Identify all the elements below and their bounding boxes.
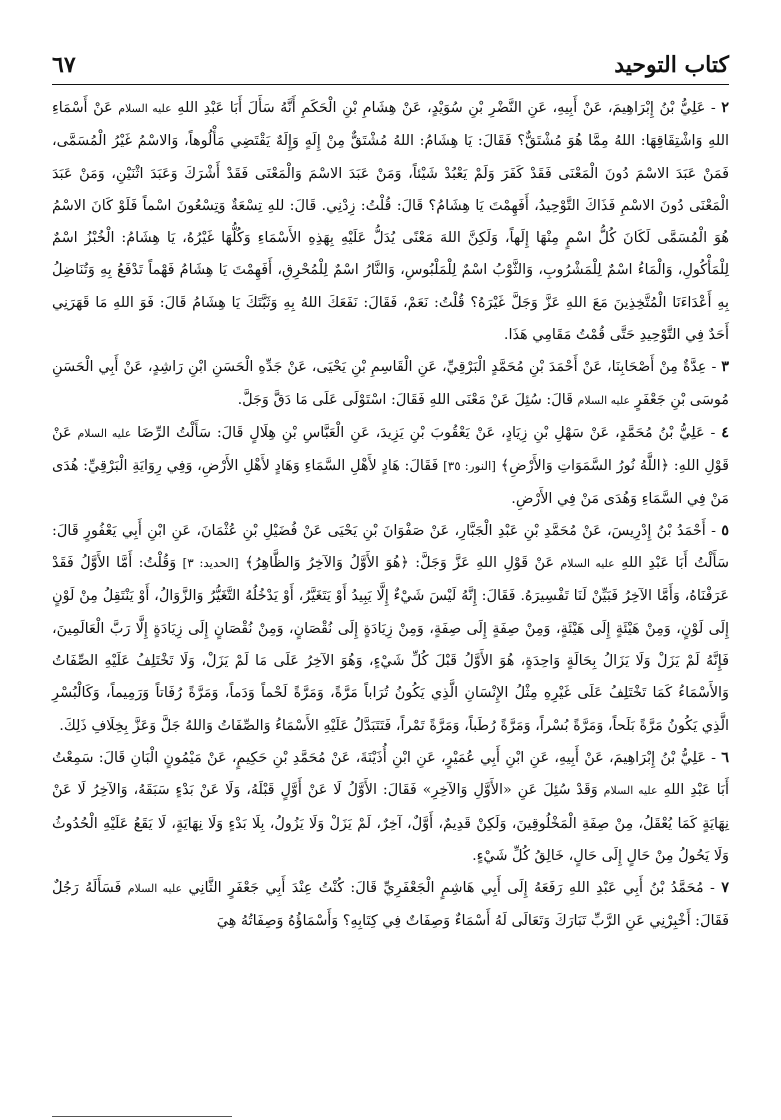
hadith-4: [52, 417, 729, 515]
hadith-number: ٤: [721, 423, 729, 441]
hadith-text: - عَلِيُّ بْنُ إِبْرَاهِيمَ، عَنْ أَبِيهِ، عَنِ ابْنِ أَبِي عُمَيْرٍ، عَنِ ابْنِ أُذَيْنَةَ، عَنْ مُحَمَّدِ بْنِ حَكِيمٍ، عَنْ مَيْمُونٍ الْبَانِ قَالَ: سَمِعْتُ أَبَا عَبْدِ اللهِ: [52, 749, 729, 799]
hadith-number: ٢: [721, 99, 730, 116]
salutation: عليه السلام: [77, 426, 132, 440]
verse-reference: [النور: ٣٥]: [443, 459, 496, 474]
hadith-text: فَقَالَ: هَادٍ لأَهْلِ السَّمَاءِ وَهَادٍ لأَهْلِ الأَرْضِ، وَفِي رِوَايَةِ الْبَرْقِيِّ: هُدَى مَنْ فِي السَّمَاءِ وَهُدَى مَنْ فِي الأَرْضِ.: [52, 458, 729, 507]
hadith-5: [52, 515, 729, 742]
hadith-text: وَقَدْ سُئِلَ عَنِ «الأَوَّلِ وَالآخِرِ» فَقَالَ: الأَوَّلُ لَا عَنْ أَوَّلٍ قَبْلَهُ، وَلَا عَنْ بَدْءٍ سَبَقَهُ، وَالآخِرُ لَا عَنْ نِهَايَةٍ كَمَا يُعْقَلُ، مِنْ صِفَةِ الْمَخْلُوقِينَ، وَلَكِنْ قَدِيمٌ، أَوَّلٌ، آخِرٌ، لَمْ يَزَلْ وَلَا يَزُولُ، بِلَا بَدْءٍ وَلَا نِهَايَةٍ، لَا يَقَعُ عَلَيْهِ الْحُدُوثُ وَلَا يَحُولُ مِنْ حَالٍ إِلَى حَالٍ، خَالِقُ كُلِّ شَيْءٍ.: [52, 782, 729, 864]
hadith-number: ٦: [721, 748, 729, 766]
page-body: [52, 92, 729, 1096]
page-header: [52, 38, 729, 85]
footer-rule: [52, 1116, 232, 1117]
hadith-number: ٥: [721, 521, 729, 539]
hadith-text: - عَلِيُّ بْنُ مُحَمَّدٍ، عَنْ سَهْلِ بْنِ زِيَادٍ، عَنْ يَعْقُوبَ بْنِ يَزِيدَ، عَنِ الْعَبَّاسِ بْنِ هِلَالٍ قَالَ: سَأَلْتُ الرِّضَا: [137, 424, 716, 441]
page-number: ٦٧: [52, 52, 76, 78]
hadith-text: - عِدَّةٌ مِنْ أَصْحَابِنَا، عَنْ أَحْمَدَ بْنِ مُحَمَّدٍ الْبَرْقِيِّ، عَنِ الْقَاسِمِ بْنِ يَحْيَى، عَنْ جَدِّهِ الْحَسَنِ ابْنِ رَاشِدٍ، عَنْ أَبِي الْحَسَنِ مُوسَى بْنِ جَعْفَرٍ: [52, 359, 729, 408]
quran-verse: عَنْ قَوْلِ اللهِ عَزَّ وَجَلَّ: ﴿هُوَ الأَوَّلُ وَالآخِرُ وَالظَّاهِرُ﴾: [245, 555, 555, 572]
hadith-text: فَسَأَلَهُ رَجُلٌ فَقَالَ: أَخْبِرْنِي عَنِ الرَّبِّ تَبَارَكَ وَتَعَالَى لَهُ أَسْمَاءٌ وَصِفَاتٌ فِي كِتَابِهِ؟ وَأَسْمَاؤُهُ وَصِفَاتُهُ هِيَ: [52, 880, 729, 930]
hadith-number: ٧: [721, 879, 729, 897]
salutation: عليه السلام: [118, 102, 172, 115]
salutation: عليه السلام: [603, 784, 658, 798]
hadith-2: [52, 92, 729, 351]
hadith-number: ٣: [721, 358, 730, 376]
quran-verse: عَنْ قَوْلِ اللهِ: ﴿اللَّهُ نُورُ السَّمَوَاتِ وَالأَرْضِ﴾: [52, 424, 729, 475]
hadith-text: وَقُلْتُ: أَمَّا الأَوَّلُ فَقَدْ عَرَفْنَاهُ، وَأَمَّا الآخِرُ فَبَيِّنْ لَنَا تَفْسِيرَهُ. فَقَالَ: إِنَّهُ لَيْسَ شَيْءٌ إِلَّا يَبِيدُ أَوْ يَتَغَيَّرُ، أَوْ يَدْخُلُهُ التَّغَيُّرُ وَالزَّوَالُ، أَوْ يَنْتَقِلُ مِنْ لَوْنٍ إِلَى لَوْنٍ، وَمِنْ هَيْئَةٍ إِلَى هَيْئَةٍ، وَمِنْ صِفَةٍ إِلَى صِفَةٍ، وَمِنْ زِيَادَةٍ إِلَى نُقْصَانٍ، وَمِنْ نُقْصَانٍ إِلَى زِيَادَةٍ إِلَّا رَبَّ الْعَالَمِينَ، فَإِنَّهُ لَمْ يَزَلْ وَلَا يَزَالُ بِحَالَةٍ وَاحِدَةٍ، هُوَ الأَوَّلُ قَبْلَ كُلِّ شَيْءٍ، وَهُوَ الآخِرُ عَلَى مَا لَمْ يَزَلْ، وَلَا تَخْتَلِفُ عَلَيْهِ الصِّفَاتُ وَالأَسْمَاءُ كَمَا تَخْتَلِفُ عَلَى غَيْرِهِ مِثْلُ الإِنْسَانِ الَّذِي يَكُونُ تُرَاباً مَرَّةً، وَمَرَّةً لَحْماً وَدَماً، وَمَرَّةً رُفَاتاً وَرَمِيماً، وَكَالْبُسْرِ الَّذِي يَكُونُ مَرَّةً بَلَحاً، وَمَرَّةً بُسْراً، وَمَرَّةً رُطَباً، وَمَرَّةً تَمْراً، فَتَتَبَدَّلُ عَلَيْهِ الأَسْمَاءُ وَالصِّفَاتُ وَاللهُ جَلَّ وَعَزَّ بِخِلَافِ ذَلِكَ.: [52, 555, 729, 734]
salutation: عليه السلام: [577, 393, 631, 407]
hadith-6: [52, 742, 729, 872]
salutation: عليه السلام: [127, 882, 183, 896]
hadith-7: [52, 872, 729, 938]
verse-reference: [الحديد: ٣]: [182, 556, 239, 571]
hadith-text: عَنْ أَسْمَاءِ اللهِ وَاشْتِقَاقِهَا: اللهُ مِمَّا هُوَ مُشْتَقٌّ؟ فَقَالَ: يَا هِشَامُ: اللهُ مُشْتَقٌّ مِنْ إِلَهٍ وَإِلَهٌ يَقْتَضِي مَأْلُوهاً، وَالاسْمُ غَيْرُ الْمُسَمَّى، فَمَنْ عَبَدَ الاسْمَ دُونَ الْمَعْنَى فَقَدْ كَفَرَ وَلَمْ يَعْبُدْ شَيْئاً، وَمَنْ عَبَدَ الاسْمَ وَالْمَعْنَى فَقَدْ أَشْرَكَ وَعَبَدَ اثْنَيْنِ، وَمَنْ عَبَدَ الْمَعْنَى دُونَ الاسْمِ فَذَاكَ التَّوْحِيدُ، أَفَهِمْتَ يَا هِشَامُ؟ قَالَ: قُلْتُ: زِدْنِي. قَالَ: للهِ تِسْعَةٌ وَتِسْعُونَ اسْماً فَلَوْ كَانَ الاسْمُ هُوَ الْمُسَمَّى لَكَانَ كُلُّ اسْمٍ مِنْهَا إِلَهاً، وَلَكِنَّ اللهَ مَعْنًى يُدَلُّ عَلَيْهِ بِهَذِهِ الأَسْمَاءِ وَكُلُّهَا غَيْرُهُ، يَا هِشَامُ: الْخُبْزُ اسْمٌ لِلْمَأْكُولِ، وَالْمَاءُ اسْمٌ لِلْمَشْرُوبِ، وَالثَّوْبُ اسْمٌ لِلْمَلْبُوسِ، وَالنَّارُ اسْمٌ لِلْمُحْرِقِ، أَفَهِمْتَ يَا هِشَامُ فَهْماً تَدْفَعُ بِهِ وَتُنَاضِلُ بِهِ أَعْدَاءَنَا الْمُتَّخِذِينَ مَعَ اللهِ عَزَّ وَجَلَّ غَيْرَهُ؟ قُلْتُ: نَعَمْ، فَقَالَ: نَفَعَكَ اللهُ بِهِ وَثَبَّتَكَ يَا هِشَامُ قَالَ: فَوَ اللهِ مَا قَهَرَنِي أَحَدٌ فِي التَّوْحِيدِ حَتَّى قُمْتُ مَقَامِي هَذَا.: [52, 100, 729, 344]
hadith-text: - عَلِيُّ بْنُ إِبْرَاهِيمَ، عَنْ أَبِيهِ، عَنِ النَّضْرِ بْنِ سُوَيْدٍ، عَنْ هِشَامِ بْنِ الْحَكَمِ أَنَّهُ سَأَلَ أَبَا عَبْدِ اللهِ: [177, 100, 716, 116]
hadith-text: قَالَ: سُئِلَ عَنْ مَعْنَى اللهِ فَقَالَ: اسْتَوْلَى عَلَى مَا دَقَّ وَجَلَّ.: [237, 391, 573, 408]
book-title: كتاب التوحيد: [614, 52, 729, 78]
hadith-3: [52, 351, 729, 417]
salutation: عليه السلام: [560, 557, 615, 571]
hadith-text: - مُحَمَّدُ بْنُ أَبِي عَبْدِ اللهِ رَفَعَهُ إِلَى أَبِي هَاشِمٍ الْجَعْفَرِيِّ قَالَ: كُنْتُ عِنْدَ أَبِي جَعْفَرٍ الثَّانِي: [188, 880, 715, 897]
hadith-text: - أَحْمَدُ بْنُ إِدْرِيسَ، عَنْ مُحَمَّدِ بْنِ عَبْدِ الْجَبَّارِ، عَنْ صَفْوَانَ بْنِ يَحْيَى عَنْ فُضَيْلِ بْنِ عُثْمَانَ، عَنِ ابْنِ أَبِي يَعْفُورٍ قَالَ: سَأَلْتُ أَبَا عَبْدِ اللهِ: [52, 522, 729, 572]
